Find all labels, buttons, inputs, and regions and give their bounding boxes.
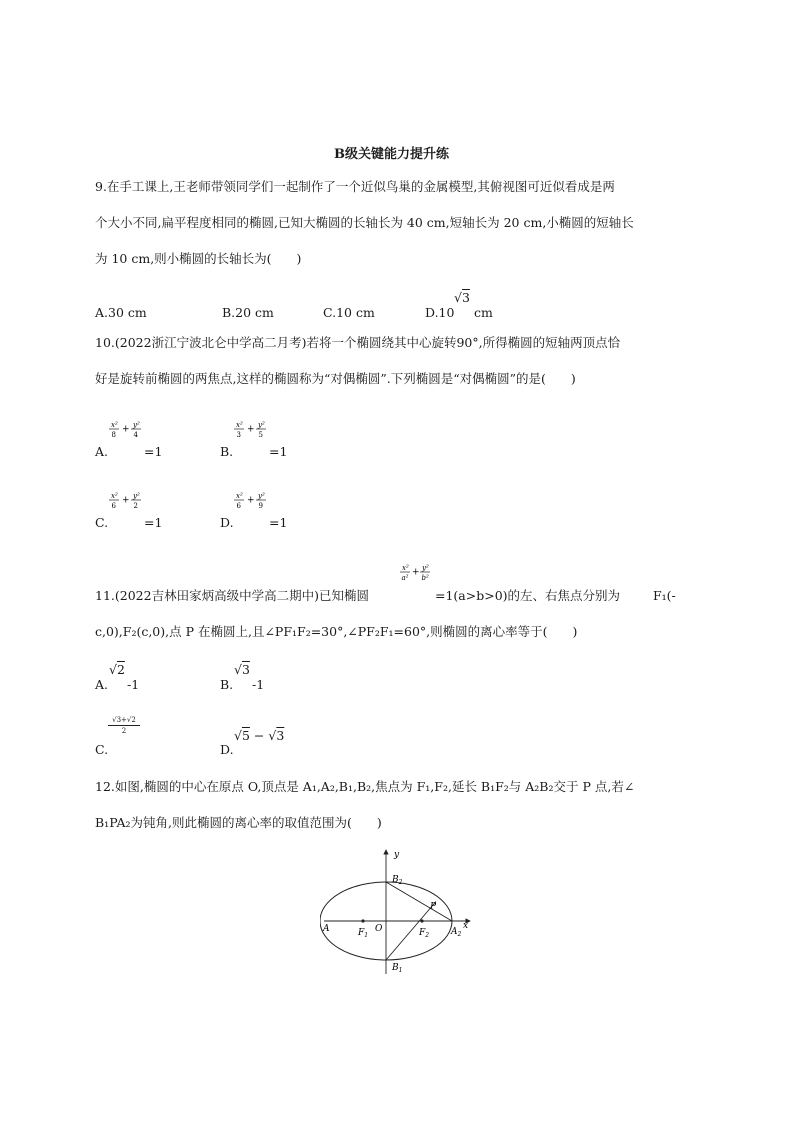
q11-option-d-r1: 5 [241,728,250,743]
q11-option-a-tail: -1 [127,677,140,692]
svg-text:a²: a² [401,574,409,582]
q11-option-d-minus: − [253,728,265,743]
q9-option-c: C.10 cm [323,305,375,320]
q10-option-b-formula [233,419,273,449]
q10-option-d-rhs: =1 [269,515,288,530]
q9-option-d [425,305,454,321]
q11-line1-end: F₁(- [653,588,676,603]
q11-option-d-expr [234,728,284,744]
q10-option-a-formula [108,419,148,449]
q10-b-denom2: 5 [258,431,263,439]
svg-text:y²: y² [258,421,265,429]
q11-option-b-radicand: 3 [241,662,250,677]
F2-label: $F_2$ [419,928,430,939]
svg-text:+: + [247,495,255,506]
svg-text:b²: b² [421,574,429,582]
q11-line1-condition: =1(a>b>0)的左、右焦点分别为 [435,588,621,603]
q12-line2: B₁PA₂为钝角,则此椭圆的离心率的取值范围为( ) [95,815,382,830]
focus-F1-dot [361,919,364,922]
B2-label: $B_2$ [392,875,403,886]
segment-A2B2 [386,882,452,921]
q11-option-c-label: C. [95,742,109,757]
focus-F2-dot [420,919,423,922]
q10-option-d-label: D. [220,515,234,530]
x-axis-label: x [463,921,469,931]
svg-text:x²: x² [236,492,243,500]
q11-option-b-label: B. [220,677,234,692]
svg-text:x²: x² [111,421,118,429]
sqrt-sign-icon: √ [454,290,462,305]
q9-option-d-unit: cm [474,305,493,320]
q10-a-denom2: 4 [133,431,138,439]
q9-option-d-radicand: 3 [461,290,470,305]
q11-option-a-label: A. [95,677,109,692]
q11-line1-prefix: 11.(2022吉林田家炳高级中学高二期中)已知椭圆 [95,588,369,603]
q9-line2: 个大小不同,扁平程度相同的椭圆,已知大椭圆的长轴长为 40 cm,短轴长为 20 cm,小椭圆的短轴长 [95,215,634,230]
q10-option-c-label: C. [95,515,109,530]
P-label: P [430,902,437,912]
q10-option-b-rhs: =1 [269,444,288,459]
q11-option-b-sqrt [234,662,250,678]
sqrt-sign-icon: √ [109,662,117,677]
section-title: B级关键能力提升练 [334,147,449,162]
q11-option-d-r2: 3 [276,728,285,743]
origin-label: O [375,924,383,934]
y-axis-label: y [394,850,400,860]
B1-label: $B_1$ [392,963,403,974]
q10-c-denom2: 2 [133,502,138,510]
q11-option-c-numerator: √3+√2 [108,716,140,726]
q10-option-a-rhs: =1 [144,444,163,459]
q11-option-c-fraction [108,716,140,735]
q9-line1: 9.在手工课上,王老师带领同学们一起制作了一个近似鸟巢的金属模型,其俯视图可近似看成是两 [95,179,615,194]
sqrt-sign-icon: √ [234,728,242,743]
svg-text:y²: y² [258,492,265,500]
q11-line2: c,0),F₂(c,0),点 P 在椭圆上,且∠PF₁F₂=30°,∠PF₂F₁=60°,则椭圆的离心率等于( ) [95,624,578,639]
q10-option-d-formula [233,490,273,520]
svg-text:+: + [122,424,130,435]
q9-line3: 为 10 cm,则小椭圆的长轴长为( ) [95,251,302,266]
q10-line1: 10.(2022浙江宁波北仑中学高二月考)若将一个椭圆绕其中心旋转90°,所得椭圆的短轴两顶点恰 [95,335,621,350]
q11-option-a-radicand: 2 [116,662,125,677]
q10-a-denom1: 8 [111,431,116,439]
svg-text:x²: x² [402,564,409,572]
q10-option-c-rhs: =1 [144,515,163,530]
q11-option-d-label: D. [220,742,234,757]
svg-text:y²: y² [133,492,140,500]
q11-option-c-denominator: 2 [121,727,127,735]
sqrt-sign-icon: √ [234,662,242,677]
q10-option-c-formula [108,490,148,520]
q10-option-b-label: B. [220,444,234,459]
svg-text:+: + [412,567,420,578]
q10-d-denom1: 6 [236,502,241,510]
q9-option-a: A.30 cm [95,305,147,320]
q10-line2: 好是旋转前椭圆的两焦点,这样的椭圆称为“对偶椭圆”.下列椭圆是“对偶椭圆”的是( ) [95,371,576,386]
q9-option-d-prefix: D.10 [425,305,455,320]
sqrt-sign-icon: √ [268,728,277,743]
q10-c-denom1: 6 [111,502,116,510]
F1-label: $F_1$ [358,928,369,939]
q10-b-denom1: 3 [236,431,241,439]
svg-text:y²: y² [422,564,429,572]
svg-text:+: + [122,495,130,506]
q10-d-denom2: 9 [258,502,263,510]
q11-ellipse-formula [399,562,435,592]
A1-label: A [323,924,330,934]
ellipse-figure [320,846,480,980]
svg-text:y²: y² [133,421,140,429]
svg-text:x²: x² [236,421,243,429]
A2-label: $A_2$ [451,927,462,938]
q11-option-b-tail: -1 [252,677,265,692]
svg-text:+: + [247,424,255,435]
svg-text:x²: x² [111,492,118,500]
q12-line1: 12.如图,椭圆的中心在原点 O,顶点是 A₁,A₂,B₁,B₂,焦点为 F₁,F₂,延长 B₁F₂与 A₂B₂交于 P 点,若∠ [95,779,635,794]
q9-option-d-sqrt [454,290,470,306]
q9-option-b: B.20 cm [222,305,274,320]
q10-option-a-label: A. [95,444,109,459]
q11-option-a-sqrt [109,662,125,678]
